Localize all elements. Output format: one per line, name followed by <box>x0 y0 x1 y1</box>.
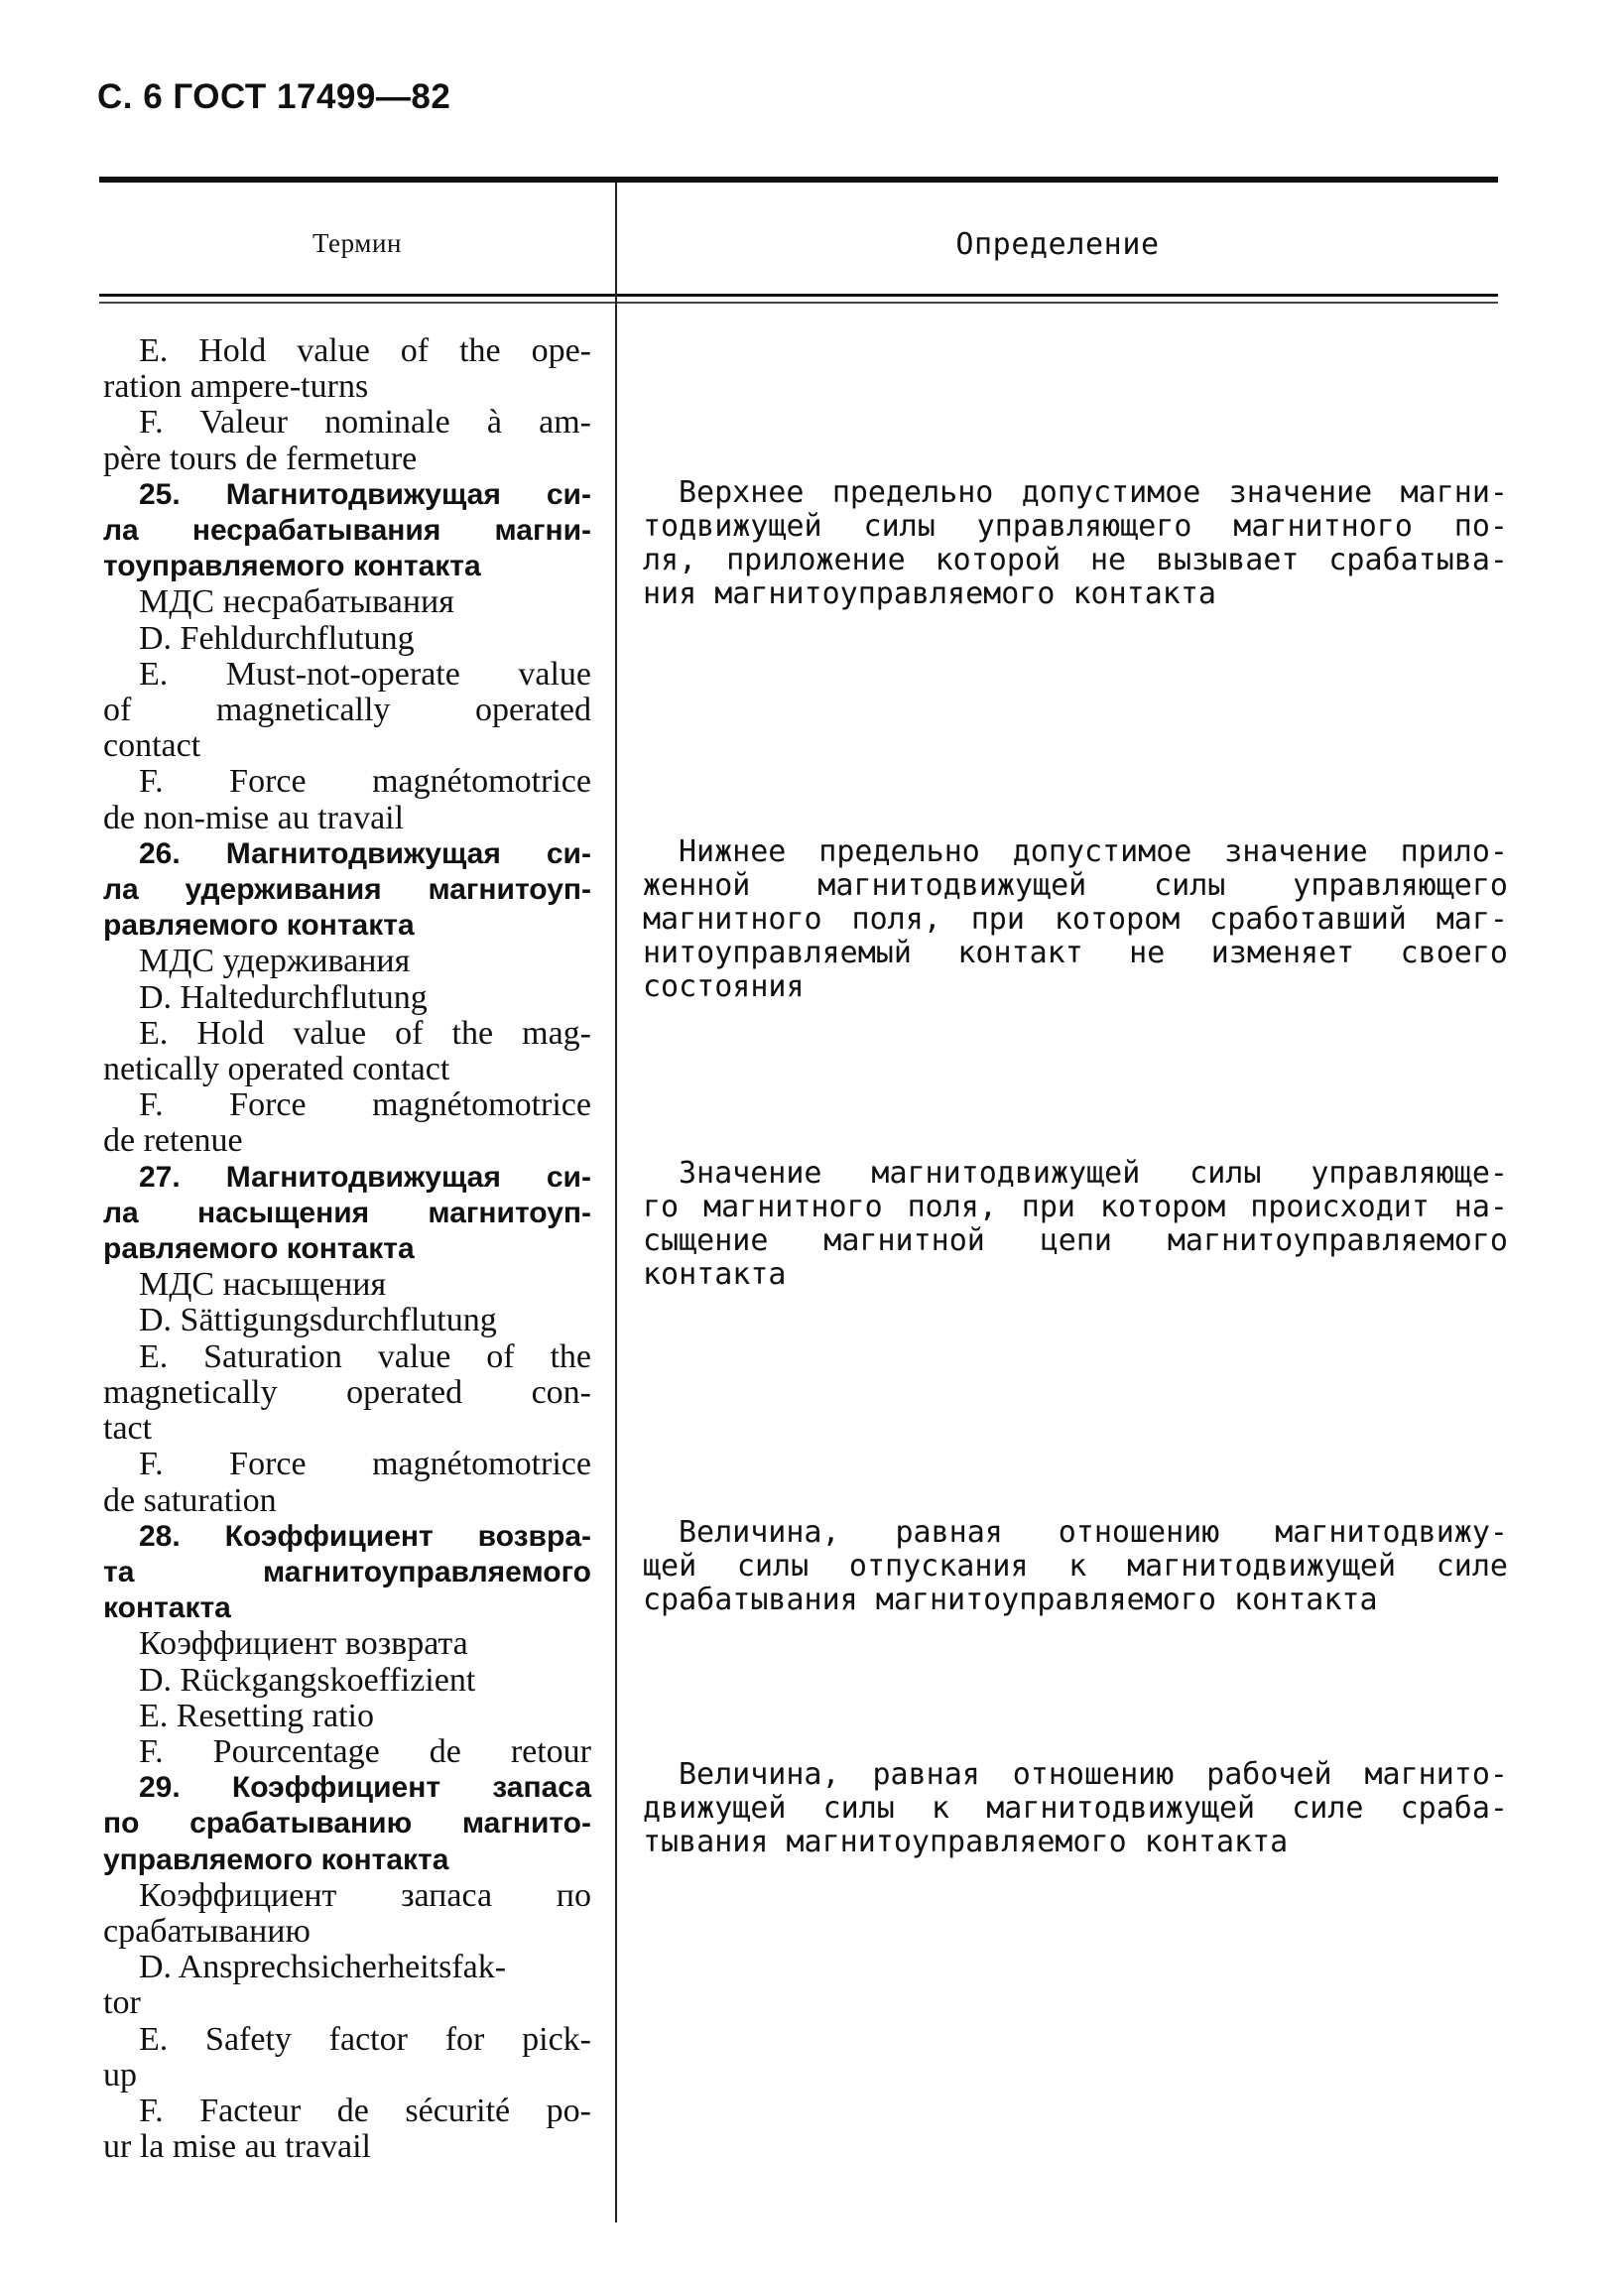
definition-line: контакта <box>643 1257 787 1292</box>
column-header-definition: Определение <box>955 227 1160 262</box>
term-line: МДС несрабатывания <box>139 583 454 621</box>
term-line: Коэффициент возврата <box>139 1625 468 1663</box>
term-title-29: 29. Коэффициент запаса <box>139 1771 591 1805</box>
term-line: magnetically operated con- <box>103 1373 591 1411</box>
term-line: contact <box>103 727 201 765</box>
term-title-28: та магнитоуправляемого <box>103 1555 591 1588</box>
term-line: of magnetically operated <box>103 692 591 729</box>
term-line: E. Must-not-operate value <box>139 655 591 693</box>
table-top-rule <box>99 177 1498 183</box>
term-line: père tours de fermeture <box>103 440 418 477</box>
definition-line: состояния <box>643 969 805 1004</box>
column-separator <box>615 183 617 2222</box>
definition-line: Верхнее предельно допустимое значение магни- <box>679 475 1508 510</box>
term-title-26: равляемого контакта <box>103 909 415 943</box>
term-title-28: 28. Коэффициент возвра- <box>139 1519 591 1553</box>
definition-line: Величина, равная отношению рабочей магнито- <box>679 1757 1508 1792</box>
term-line: Коэффициент запаса по <box>139 1876 591 1914</box>
definition-line: сыщение магнитной цепи магнитоуправляемого <box>643 1223 1508 1258</box>
term-line: D. Sättigungsdurchflutung <box>139 1302 497 1339</box>
definition-line: ния магнитоуправляемого контакта <box>643 576 1216 611</box>
term-title-27: равляемого контакта <box>103 1232 415 1266</box>
term-line: E. Resetting ratio <box>139 1697 375 1734</box>
header-bottom-rule-thin <box>99 302 1498 304</box>
term-line: netically operated contact <box>103 1051 450 1088</box>
term-title-29: управляемого контакта <box>103 1842 449 1876</box>
definition-line: женной магнитодвижущей силы управляющего <box>643 868 1508 903</box>
term-line: E. Hold value of the mag- <box>139 1014 591 1052</box>
term-title-28: контакта <box>103 1591 231 1625</box>
term-line: D. Fehldurchflutung <box>139 619 415 657</box>
definition-line: движущей силы к магнитодвижущей силе сраба- <box>643 1791 1508 1826</box>
term-line: E. Saturation value of the <box>139 1337 591 1375</box>
definition-line: тывания магнитоуправляемого контакта <box>643 1825 1289 1859</box>
term-line: F. Pourcentage de retour <box>139 1732 591 1770</box>
term-line: МДС удерживания <box>139 943 411 980</box>
term-line: D. Rückgangskoeffizient <box>139 1661 476 1699</box>
term-line: F. Force magnétomotrice <box>139 763 591 801</box>
definition-line: тодвижущей силы управляющего магнитного по- <box>643 509 1508 544</box>
term-line: de non-mise au travail <box>103 799 405 836</box>
term-line: ration ampere-turns <box>103 368 369 406</box>
column-header-term: Термин <box>312 228 403 258</box>
definition-line: Нижнее предельно допустимое значение прило- <box>679 834 1508 869</box>
term-line: D. Haltedurchflutung <box>139 978 428 1016</box>
term-title-27: 27. Магнитодвижущая си- <box>139 1160 591 1194</box>
term-line: F. Facteur de sécurité po- <box>139 2092 591 2129</box>
term-title-25: тоуправляемого контакта <box>103 550 481 583</box>
definition-27 <box>643 1157 1508 1292</box>
definition-28 <box>643 1516 1508 1617</box>
page-header: С. 6 ГОСТ 17499—82 <box>97 77 451 116</box>
term-line: D. Ansprechsicherheitsfak- <box>139 1949 507 1986</box>
term-line: E. Safety factor for pick- <box>139 2020 591 2058</box>
term-title-29: по срабатыванию магнито- <box>103 1807 591 1840</box>
term-title-25: 25. Магнитодвижущая си- <box>139 477 591 511</box>
definition-line: ля, приложение которой не вызывает срабатыва- <box>643 543 1508 577</box>
definition-line: магнитного поля, при котором сработавший маг- <box>643 902 1508 937</box>
term-title-26: ла удерживания магнитоуп- <box>103 873 591 907</box>
term-line: de saturation <box>103 1481 277 1519</box>
definition-line: щей силы отпускания к магнитодвижущей силе <box>643 1549 1508 1584</box>
term-line: срабатыванию <box>103 1912 311 1950</box>
term-line: E. Hold value of the ope- <box>139 332 591 369</box>
definition-26 <box>643 835 1508 1004</box>
term-line: tact <box>103 1410 153 1448</box>
term-line: F. Valeur nominale à am- <box>139 404 591 442</box>
header-bottom-rule <box>99 294 1498 297</box>
term-title-25: ла несрабатывания магни- <box>103 514 591 548</box>
term-line: ur la mise au travail <box>103 2128 372 2166</box>
definition-25 <box>643 476 1508 611</box>
term-line: tor <box>103 1984 141 2022</box>
term-line: up <box>103 2056 137 2094</box>
term-title-27: ла насыщения магнитоуп- <box>103 1196 591 1229</box>
definition-line: Значение магнитодвижущей силы управляюще- <box>679 1156 1508 1191</box>
definition-line: нитоуправляемый контакт не изменяет своего <box>643 936 1508 970</box>
term-line: F. Force magnétomotrice <box>139 1446 591 1483</box>
term-line: de retenue <box>103 1122 243 1160</box>
definition-line: Величина, равная отношению магнитодвижу- <box>679 1515 1508 1550</box>
term-title-26: 26. Магнитодвижущая си- <box>139 836 591 870</box>
terms-column <box>103 333 591 2165</box>
term-line: F. Force magnétomotrice <box>139 1086 591 1124</box>
term-line: МДС насыщения <box>139 1266 387 1304</box>
definition-line: срабатывания магнитоуправляемого контакта <box>643 1583 1378 1617</box>
definition-line: го магнитного поля, при котором происходит на- <box>643 1190 1508 1224</box>
definition-29 <box>643 1758 1508 1859</box>
